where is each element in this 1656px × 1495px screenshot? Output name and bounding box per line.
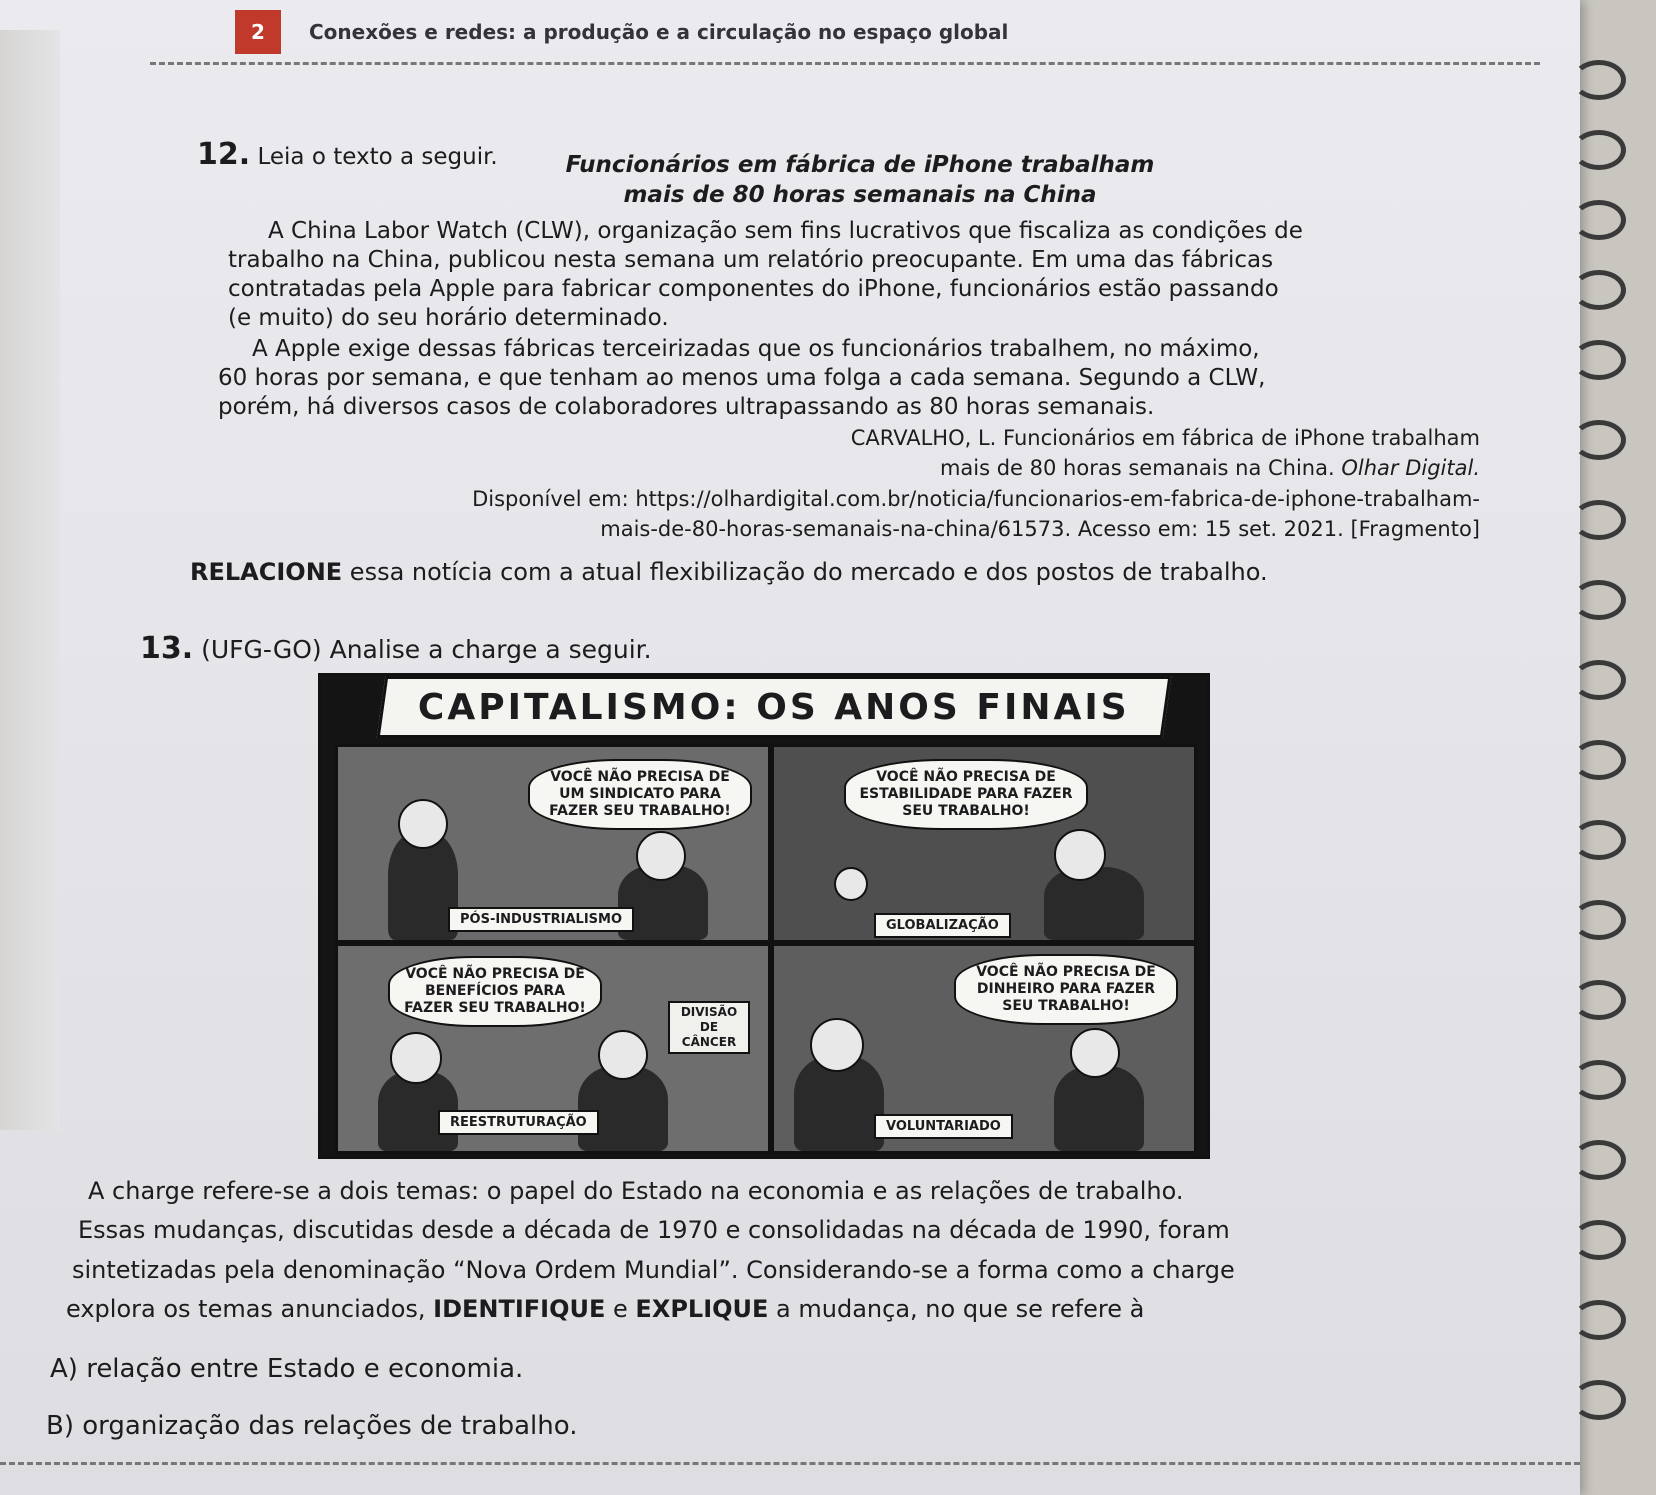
panel2-worker-head [834, 867, 868, 901]
q12-number: 12. [197, 137, 251, 172]
q12-task-text: essa notícia com a atual flexibilização do mercado e dos postos de trabalho. [342, 558, 1268, 586]
q13-item-a: A) relação entre Estado e economia. [50, 1354, 524, 1384]
panel4-caption: VOLUNTARIADO [874, 1114, 1013, 1139]
citation-line2 [600, 453, 1480, 484]
q13-verb-explique: EXPLIQUE [635, 1295, 769, 1323]
article-headline-line2: mais de 80 horas semanais na China [623, 182, 1097, 208]
binding-ring [1572, 660, 1626, 700]
q13-body-line4-b: e [605, 1295, 636, 1323]
binding-ring [1572, 200, 1626, 240]
panel2-caption: GLOBALIZAÇÃO [874, 913, 1011, 938]
panel2-speech-bubble: VOCÊ NÃO PRECISA DE ESTABILIDADE PARA FAZER SEU TRABALHO! [844, 759, 1088, 830]
panel4-worker-figure [1054, 1066, 1144, 1151]
q13-body-line4-a: explora os temas anunciados, [66, 1295, 434, 1323]
q13-body-line4 [66, 1293, 1144, 1326]
panel1-caption: PÓS-INDUSTRIALISMO [448, 907, 634, 932]
binding-ring [1572, 1380, 1626, 1420]
cartoon-title-text: CAPITALISMO: OS ANOS FINAIS [418, 686, 1130, 728]
cartoon-title [377, 676, 1172, 738]
binding-ring [1572, 580, 1626, 620]
panel3-caption: REESTRUTURAÇÃO [438, 1110, 599, 1135]
citation-source: Olhar Digital. [1341, 456, 1480, 480]
page-header [235, 4, 1008, 60]
citation-url-end: mais-de-80-horas-semanais-na-china/61573. [600, 517, 1072, 541]
page-stack-edge [0, 30, 60, 1130]
binding-ring [1572, 1300, 1626, 1340]
panel3-worker-head [598, 1030, 648, 1080]
article-headline-line1: Funcionários em fábrica de iPhone trabalham [565, 152, 1155, 178]
binding-ring [1572, 130, 1626, 170]
article-p1-line2: trabalho na China, publicou nesta semana um relatório preocupante. Em uma das fábricas [228, 247, 1274, 273]
panel1-boss-head [398, 799, 448, 849]
citation-line1: CARVALHO, L. Funcionários em fábrica de iPhone trabalham [850, 426, 1480, 450]
q13-body-line3: sintetizadas pela denominação “Nova Ordem Mundial”. Considerando-se a forma como a charge [72, 1256, 1235, 1284]
binding-ring [1572, 900, 1626, 940]
panel4-speech-bubble: VOCÊ NÃO PRECISA DE DINHEIRO PARA FAZER SEU TRABALHO! [954, 954, 1178, 1025]
binding-ring [1572, 740, 1626, 780]
cartoon-panel-1 [335, 744, 771, 943]
q13-body-line2: Essas mudanças, discutidas desde a década de 1970 e consolidadas na década de 1990, foram [78, 1216, 1230, 1244]
q13-item-b: B) organização das relações de trabalho. [46, 1411, 578, 1441]
q13-verb-identifique: IDENTIFIQUE [433, 1295, 606, 1323]
q13-number: 13. [140, 631, 194, 666]
q13-header [140, 632, 652, 666]
binding-ring [1572, 1140, 1626, 1180]
q12-header [197, 138, 498, 174]
q13-prompt: (UFG-GO) Analise a charge a seguir. [201, 635, 652, 664]
citation-title: mais de 80 horas semanais na China. [939, 456, 1335, 480]
cartoon-panel-2 [771, 744, 1197, 943]
panel3-boss-head [390, 1032, 442, 1084]
panel1-worker-head [636, 831, 686, 881]
panel4-worker-head [1070, 1028, 1120, 1078]
binding-ring [1572, 500, 1626, 540]
citation-line3: Disponível em: https://olhardigital.com.br/noticia/funcionarios-em-fabrica-de-iphone-trabalham- [472, 487, 1480, 511]
binding-ring [1572, 420, 1626, 460]
chapter-title: Conexões e redes: a produção e a circulação no espaço global [309, 20, 1009, 44]
panel3-sign: DIVISÃO DE CÂNCER [668, 1001, 750, 1054]
citation-line4 [260, 514, 1480, 545]
cartoon-panel-4 [771, 943, 1197, 1154]
binding-ring [1572, 60, 1626, 100]
binding-ring [1572, 1220, 1626, 1260]
bottom-dashed-border [0, 1462, 1580, 1465]
article-p2-line3: porém, há diversos casos de colaboradores ultrapassando as 80 horas semanais. [218, 394, 1155, 420]
binding-ring [1572, 340, 1626, 380]
page-number: 2 [235, 10, 281, 54]
article-p2-line1: A Apple exige dessas fábricas terceirizadas que os funcionários trabalhem, no máximo, [252, 336, 1260, 362]
q12-task-verb: RELACIONE [190, 558, 343, 586]
panel3-speech-bubble: VOCÊ NÃO PRECISA DE BENEFÍCIOS PARA FAZER SEU TRABALHO! [388, 956, 602, 1027]
panel4-boss-head [810, 1018, 864, 1072]
panel1-speech-bubble: VOCÊ NÃO PRECISA DE UM SINDICATO PARA FAZER SEU TRABALHO! [528, 759, 752, 830]
article-p1-line1: A China Labor Watch (CLW), organização sem fins lucrativos que fiscaliza as condições de [268, 218, 1303, 244]
article-p1-line3: contratadas pela Apple para fabricar componentes do iPhone, funcionários estão passando [228, 276, 1279, 302]
political-cartoon [318, 673, 1210, 1159]
article-p1-line4: (e muito) do seu horário determinado. [228, 305, 669, 331]
q13-body-line1: A charge refere-se a dois temas: o papel do Estado na economia e as relações de trabalho. [88, 1177, 1184, 1205]
binding-ring [1572, 1060, 1626, 1100]
cartoon-panel-3 [335, 943, 771, 1154]
panel2-boss-head [1054, 829, 1106, 881]
citation-access: Acesso em: 15 set. 2021. [Fragmento] [1077, 517, 1480, 541]
binding-ring [1572, 270, 1626, 310]
panel2-boss-figure [1044, 867, 1144, 940]
q12-prompt: Leia o texto a seguir. [257, 144, 498, 170]
binding-ring [1572, 820, 1626, 860]
q13-body-line4-c: a mudança, no que se refere à [768, 1295, 1145, 1323]
binding-ring [1572, 980, 1626, 1020]
article-p2-line2: 60 horas por semana, e que tenham ao menos uma folga a cada semana. Segundo a CLW, [218, 365, 1266, 391]
spiral-binding [1566, 0, 1656, 1495]
q12-task [190, 556, 1268, 589]
